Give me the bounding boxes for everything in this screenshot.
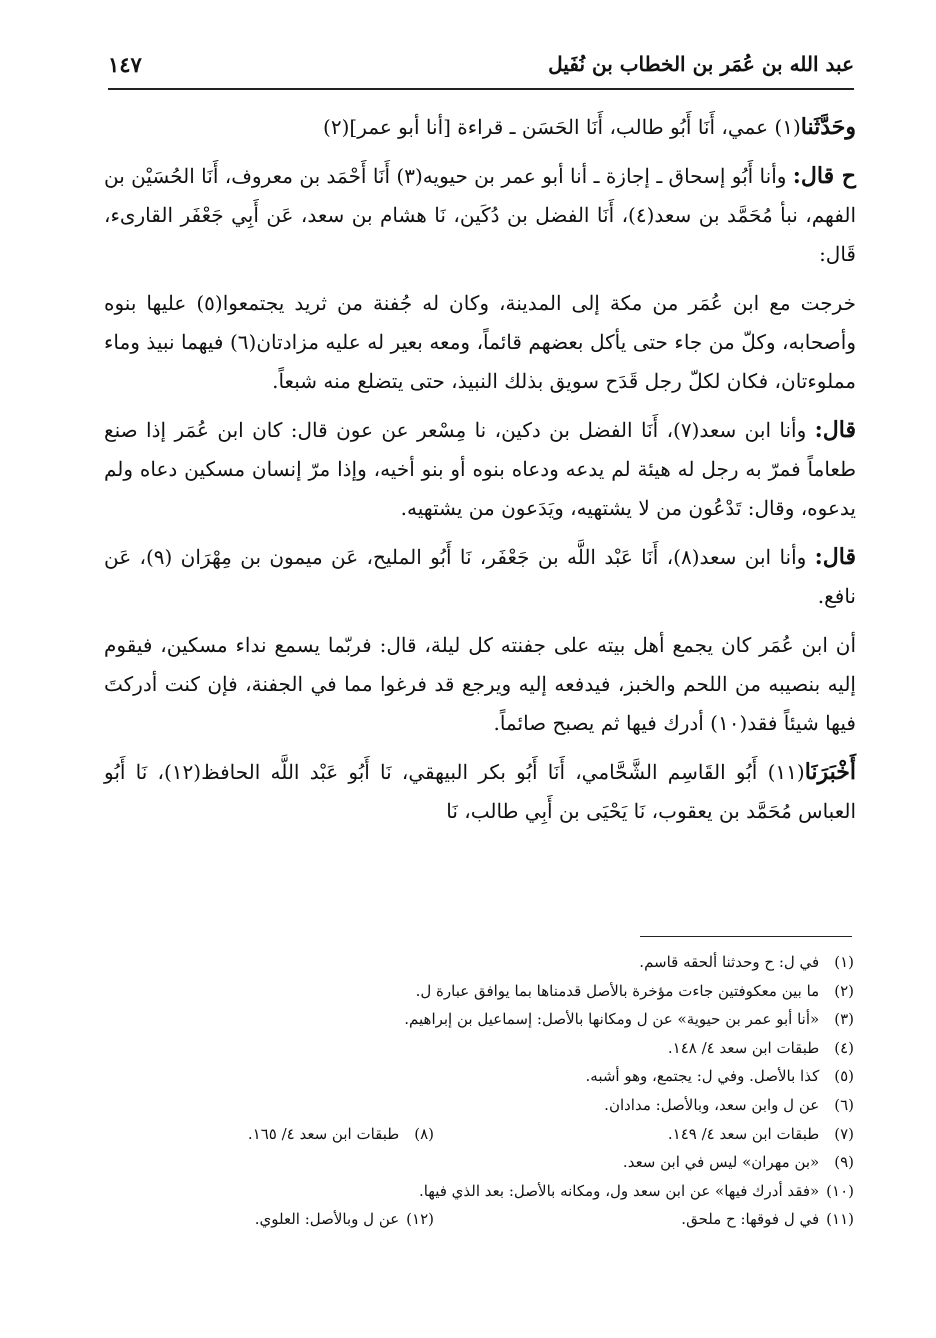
footnote-number: (٢) [834, 981, 854, 1000]
footnote [104, 948, 854, 977]
footnote [104, 1091, 854, 1120]
footnote-number: (٦) [834, 1095, 854, 1114]
footnote [255, 1205, 434, 1234]
footnote-number: (٥) [834, 1067, 854, 1086]
footnote-text: عن ل وابن سعد، وبالأصل: مدادان. [604, 1095, 820, 1114]
footnote-text: في ل: ح وحدثنا ألحقه قاسم. [639, 953, 820, 971]
paragraph-lead: قال: [814, 544, 856, 570]
footnote-number: (٧) [834, 1124, 854, 1143]
footnote-text: في ل فوقها: ح ملحق. [681, 1210, 820, 1229]
footnote-text: «فقد أدرك فيها» عن ابن سعد ول، ومكانه بالأصل: بعد الذي فيها. [418, 1181, 820, 1200]
footnote-number: (٨) [414, 1124, 434, 1143]
paragraph-text: وأنا ابن سعد(٨)، أَنَا عَبْد اللَّه بن جَعْفَر، نَا أَبُو المليح، عَن ميمون بن مِهْرَان (٩)، عَن نافع. [104, 545, 856, 608]
footnote-number: (١٢) [406, 1210, 434, 1229]
paragraph-lead: قال: [814, 417, 856, 443]
footnote-text: طبقات ابن سعد ٤/ ١٤٨. [667, 1038, 820, 1057]
footnote-text: كذا بالأصل. وفي ل: يجتمع، وهو أشبه. [585, 1067, 820, 1086]
paragraph [104, 157, 856, 274]
footnote-number: (٤) [834, 1038, 854, 1057]
paragraph-text: خرجت مع ابن عُمَر من مكة إلى المدينة، وكان له جُفنة من ثريد يجتمعوا(٥) عليها بنوه وأصحابه، وكلّ من جاء حتى يأكل بعضهم قائماً، ومعه بعير له عليه مزادتان(٦) فيهما نبيذ وماء مملوءتان، فكان لكلّ رجل قَدَح سويق بذلك النبيذ، حتى يتضلع منه شبعاً. [104, 291, 856, 393]
paragraph [104, 538, 856, 616]
footnote-text: عن ل وبالأصل: العلوي. [254, 1210, 400, 1229]
footnote-number: (١٠) [826, 1181, 854, 1200]
footnote [434, 1205, 854, 1234]
footnote-number: (١) [834, 953, 854, 971]
paragraph-text: (١) عمي، أَنَا أَبُو طالب، أَنَا الحَسَن ـ قراءة [أنا أبو عمر](٢) [323, 115, 801, 139]
footnote-row [104, 1205, 854, 1234]
footnote-text: طبقات ابن سعد ٤/ ١٦٥. [247, 1124, 400, 1143]
footnote [104, 1148, 854, 1177]
footnote-divider [640, 936, 852, 937]
main-text [104, 108, 856, 841]
footnote-number: (١١) [826, 1210, 854, 1229]
footnotes [104, 948, 854, 1234]
paragraph-text: وأنا أَبُو إسحاق ـ إجازة ـ أنا أبو عمر بن حيويه(٣) أَنَا أَحْمَد بن معروف، أَنَا الحُسَيْن بن الفهم، نبأ مُحَمَّد بن سعد(٤)، أَنَا الفضل بن دُكَين، نَا هشام بن سعد، عَن أَبِي جَعْفَر القارىء، قَال: [104, 164, 857, 266]
footnote [248, 1120, 434, 1149]
paragraph-text: أن ابن عُمَر كان يجمع أهل بيته على جفنته كل ليلة، قال: فربّما يسمع نداء مسكين، فيقوم إليه بنصيبه من اللحم والخبز، فيدفعه إليه ويرجع قد فرغوا مما في الجفنة، فإن كنت أدركتَ فيها شيئاً فقد(١٠) أدرك فيها ثم يصبح صائماً. [104, 633, 856, 735]
footnote-row [104, 1120, 854, 1149]
page-number: ١٤٧ [108, 52, 142, 77]
footnote-number: (٩) [834, 1153, 854, 1172]
paragraph-text: وأنا ابن سعد(٧)، أَنَا الفضل بن دكين، نا مِسْعر عن عون قال: كان ابن عُمَر إذا صنع طعاماً فمرّ به رجل له هيئة لم يدعه ودعاه بنوه أو بنو أخيه، وإذا مرّ إنسان مسكين دعاه ولم يدعوه، وقال: تَدْعُون من لا يشتهيه، ويَدَعون من يشتهيه. [104, 418, 856, 520]
paragraph-lead: أَخْبَرَنَا [804, 759, 857, 785]
footnote-text: «أنا أبو عمر بن حيوية» عن ل ومكانها بالأصل: إسماعيل بن إبراهيم. [404, 1010, 820, 1029]
paragraph [104, 753, 856, 831]
footnote [104, 1005, 854, 1034]
footnote [104, 1034, 854, 1063]
paragraph [104, 626, 856, 743]
paragraph [104, 108, 856, 147]
paragraph-lead: ح قال: [792, 163, 856, 189]
paragraph [104, 411, 856, 528]
footnote-text: «بن مهران» ليس في ابن سعد. [622, 1153, 820, 1172]
footnote [104, 977, 854, 1006]
footnote [104, 1062, 854, 1091]
paragraph-text: (١١) أَبُو القَاسِم الشَّحَّامي، أَنَا أَبُو بكر البيهقي، نَا أَبُو عَبْد اللَّه الحافظ(١٢)، نَا أَبُو العباس مُحَمَّد بن يعقوب، نَا يَحْيَى بن أَبِي طالب، نَا [104, 760, 856, 823]
footnote [434, 1120, 854, 1149]
header-title: عبد الله بن عُمَر بن الخطاب بن نُفَيل [548, 52, 854, 76]
footnote [104, 1177, 854, 1206]
footnote-text: طبقات ابن سعد ٤/ ١٤٩. [667, 1124, 820, 1143]
footnote-number: (٣) [834, 1010, 854, 1029]
paragraph [104, 284, 856, 401]
footnote-text: ما بين معكوفتين جاءت مؤخرة بالأصل قدمناها بما يوافق عبارة ل. [415, 981, 820, 1000]
paragraph-lead: وحَدَّثَنا [800, 114, 856, 140]
running-header [108, 50, 854, 90]
